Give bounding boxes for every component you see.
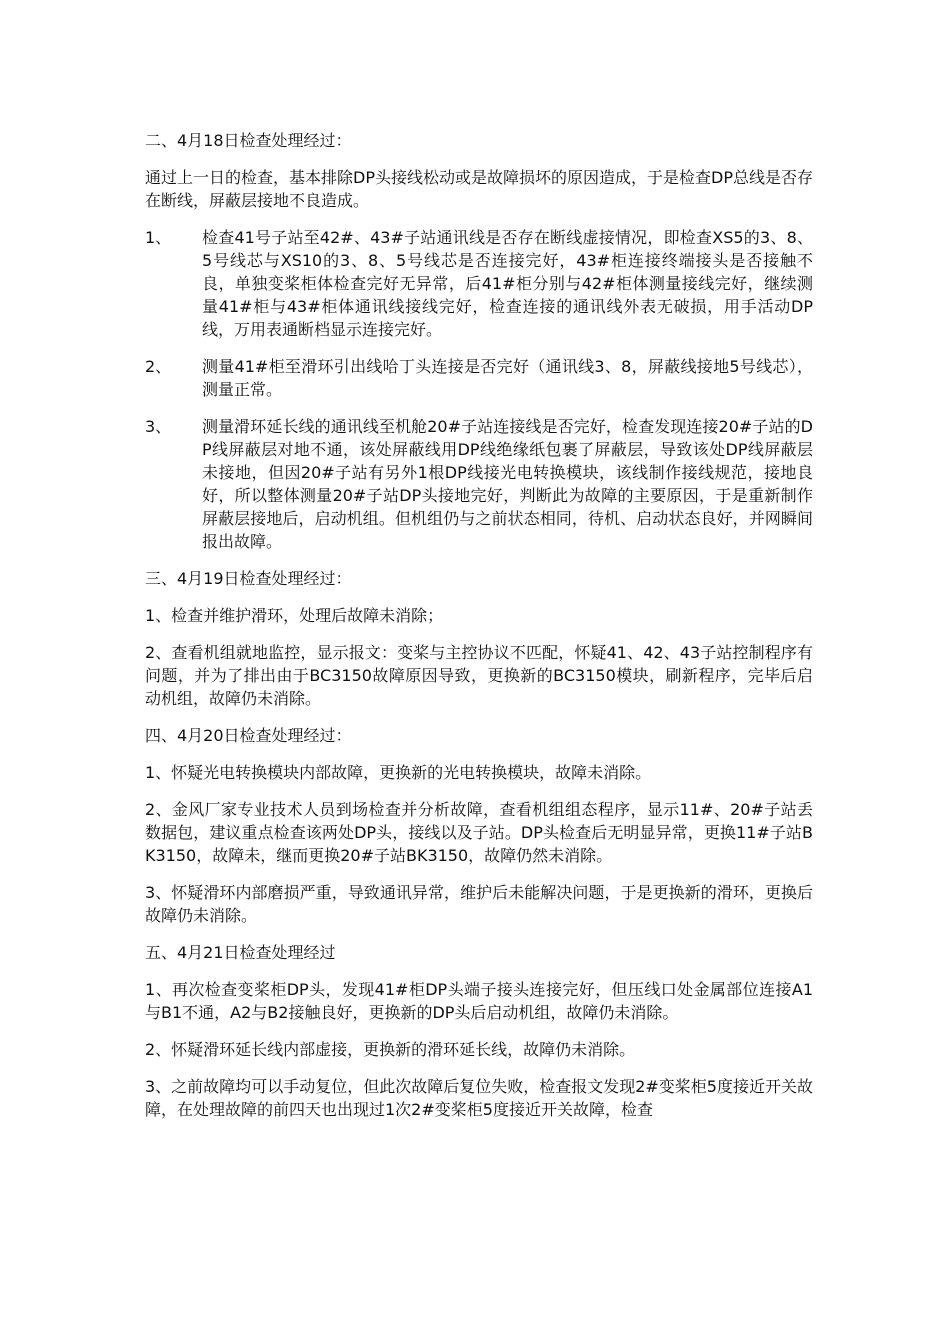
- item-text: 检查41号子站至42#、43#子站通讯线是否存在断线虚接情况，即检查XS5的3、8、5号线芯与XS10的3、8、5号线芯是否连接完好，43#柜连接终端接头是否接触不良，单独变桨柜体检查完好无异常，后41#柜分别与42#柜体测量接线完好，继续测量41#柜与43#柜体通讯线接线完好，检查连接的通讯线外表无破损，用手活动DP线，万用表通断档显示连接完好。: [202, 228, 813, 339]
- numbered-item: [145, 226, 813, 341]
- paragraph: 3、怀疑滑环内部磨损严重，导致通讯异常，维护后未能解决问题，于是更换新的滑环，更换后故障仍未消除。: [145, 883, 813, 925]
- item-text: 测量滑环延长线的通讯线至机舱20#子站连接线是否完好，检查发现连接20#子站的DP线屏蔽层对地不通，该处屏蔽线用DP线绝缘纸包裹了屏蔽层，导致该处DP线屏蔽层未接地，但因20#子站有另外1根DP线接光电转换模块，该线制作接线规范，接地良好，所以整体测量20#子站DP头接地完好，判断此为故障的主要原因，于是重新制作屏蔽层接地后，启动机组。但机组仍与之前状态相同，待机、启动状态良好，并网瞬间报出故障。: [202, 417, 813, 551]
- paragraph: 1、检查并维护滑环，处理后故障未消除；: [145, 606, 444, 625]
- paragraph: 三、4月19日检查处理经过：: [145, 569, 352, 588]
- item-text: 测量41#柜至滑环引出线哈丁头连接是否完好（通讯线3、8，屏蔽线接地5号线芯），测量正常。: [202, 357, 813, 399]
- paragraph: 1、怀疑光电转换模块内部故障，更换新的光电转换模块，故障未消除。: [145, 763, 652, 782]
- item-number: 2、: [145, 357, 172, 376]
- paragraph: 2、查看机组就地监控，显示报文：变桨与主控协议不匹配，怀疑41、42、43子站控制程序有问题，并为了排出由于BC3150故障原因导致，更换新的BC3150模块，刷新程序，完毕后启动机组，故障仍未消除。: [145, 643, 813, 708]
- paragraph: 通过上一日的检查，基本排除DP头接线松动或是故障损坏的原因造成，于是检查DP总线是否存在断线，屏蔽层接地不良造成。: [145, 168, 813, 210]
- item-number: 1、: [145, 228, 172, 247]
- paragraph: 3、之前故障均可以手动复位，但此次故障后复位失败，检查报文发现2#变桨柜5度接近开关故障，在处理故障的前四天也出现过1次2#变桨柜5度接近开关故障，检查: [145, 1077, 813, 1119]
- paragraph: 1、再次检查变桨柜DP头，发现41#柜DP头端子接头连接完好，但压线口处金属部位连接A1与B1不通，A2与B2接触良好，更换新的DP头后启动机组，故障仍未消除。: [145, 980, 813, 1022]
- document-body: [145, 129, 813, 1135]
- paragraph: 五、4月21日检查处理经过: [145, 943, 336, 962]
- paragraph: 二、4月18日检查处理经过：: [145, 131, 352, 150]
- paragraph: 2、怀疑滑环延长线内部虚接，更换新的滑环延长线，故障仍未消除。: [145, 1040, 636, 1059]
- item-number: 3、: [145, 417, 172, 436]
- numbered-item: [145, 415, 813, 553]
- numbered-item: [145, 355, 813, 401]
- paragraph: 四、4月20日检查处理经过：: [145, 726, 352, 745]
- paragraph: 2、金风厂家专业技术人员到场检查并分析故障，查看机组组态程序，显示11#、20#子站丢数据包，建议重点检查该两处DP头，接线以及子站。DP头检查后无明显异常，更换11#子站BK3150，故障未，继而更换20#子站BK3150，故障仍然未消除。: [145, 800, 813, 865]
